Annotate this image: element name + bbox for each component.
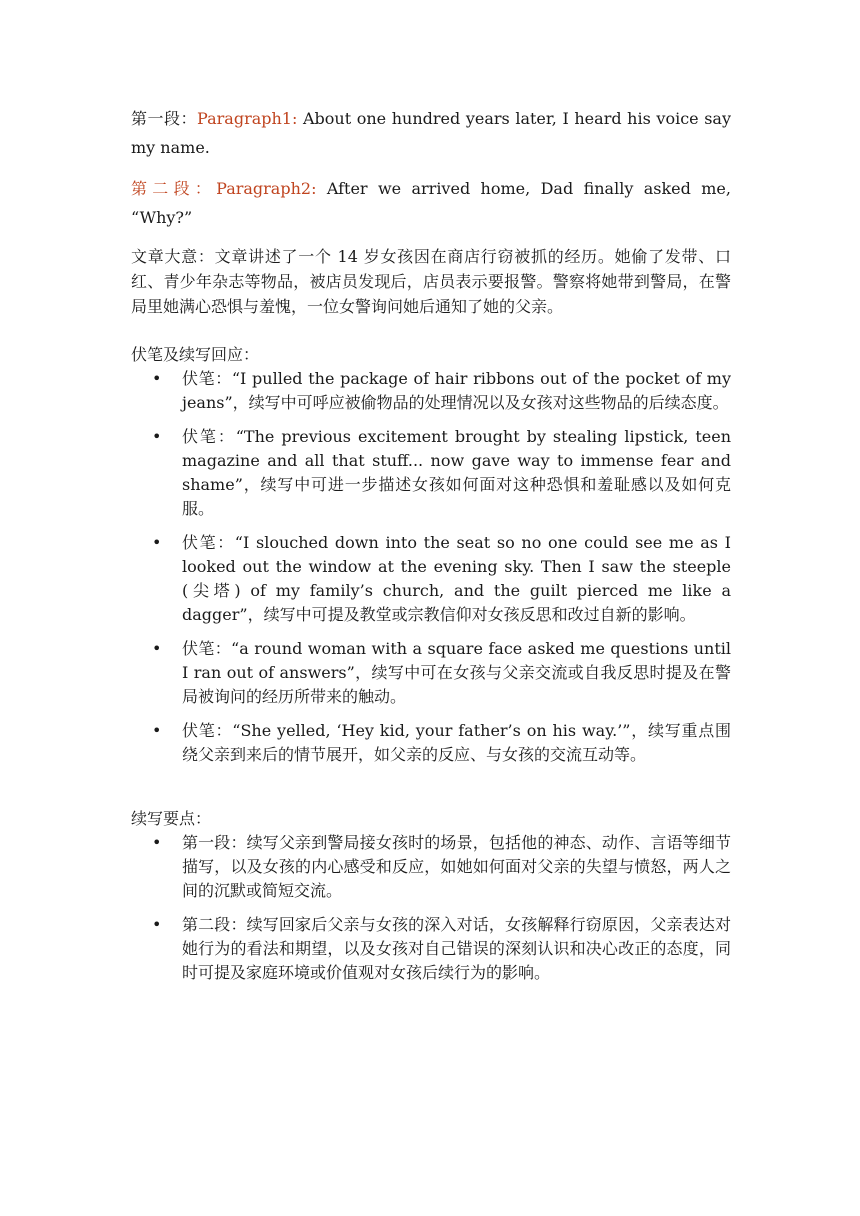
document-page bbox=[131, 104, 731, 995]
foreshadowing-item bbox=[131, 531, 731, 627]
bullet-icon: • bbox=[152, 427, 162, 446]
foreshadowing-item bbox=[131, 719, 731, 767]
foreshadowing-item bbox=[131, 637, 731, 709]
bullet-icon: • bbox=[152, 915, 162, 934]
foreshadowing-item-text: 伏笔：“The previous excitement brought by stealing lipstick, teen magazine and all that stuff... now gave way to immense fear and shame”，续写中可进一步描述女孩如何面对这种恐惧和羞耻感以及如何克服。 bbox=[182, 427, 731, 518]
bullet-icon: • bbox=[152, 721, 162, 740]
paragraph1-label: 第一段： bbox=[131, 109, 198, 128]
foreshadowing-item-text: 伏笔：“She yelled, ‘Hey kid, your father’s on his way.’”，续写重点围绕父亲到来后的情节展开，如父亲的反应、与女孩的交流互动等。 bbox=[182, 721, 731, 764]
paragraph1-prompt bbox=[131, 104, 731, 162]
foreshadowing-item-text: 伏笔：“a round woman with a square face asked me questions until I ran out of answers”，续写中可在女孩与父亲交流或自我反思时提及在警局被询问的经历所带来的触动。 bbox=[182, 639, 731, 706]
paragraph2-tag: Paragraph2: bbox=[216, 179, 317, 198]
key-point-item-text: 第一段：续写父亲到警局接女孩时的场景，包括他的神态、动作、言语等细节描写，以及女孩的内心感受和反应，如她如何面对父亲的失望与愤怒，两人之间的沉默或简短交流。 bbox=[182, 833, 731, 900]
article-summary: 文章大意：文章讲述了一个 14 岁女孩因在商店行窃被抓的经历。她偷了发带、口红、青少年杂志等物品，被店员发现后，店员表示要报警。警察将她带到警局，在警局里她满心恐惧与羞愧，一位女警询问她后通知了她的父亲。 bbox=[131, 247, 731, 316]
foreshadowing-item bbox=[131, 425, 731, 521]
key-points-list bbox=[131, 831, 731, 985]
key-point-item bbox=[131, 913, 731, 985]
paragraph1-tag: Paragraph1: bbox=[197, 109, 298, 128]
foreshadowing-list bbox=[131, 367, 731, 767]
paragraph2-prompt bbox=[131, 174, 731, 232]
key-point-item bbox=[131, 831, 731, 903]
bullet-icon: • bbox=[152, 369, 162, 388]
foreshadowing-item bbox=[131, 367, 731, 415]
key-point-item-text: 第二段：续写回家后父亲与女孩的深入对话，女孩解释行窃原因，父亲表达对她行为的看法和期望，以及女孩对自己错误的深刻认识和决心改正的态度，同时可提及家庭环境或价值观对女孩后续行为的影响。 bbox=[182, 915, 731, 982]
foreshadowing-section-title: 伏笔及续写回应： bbox=[131, 345, 260, 364]
foreshadowing-item-text: 伏笔：“I slouched down into the seat so no one could see me as I looked out the window at the evening sky. Then I saw the steeple (尖塔) of my family’s church, and the guilt pierced me like a dagger”，续写中可提及教堂或宗教信仰对女孩反思和改过自新的影响。 bbox=[182, 533, 731, 624]
paragraph2-label: 第二段： bbox=[131, 179, 217, 198]
key-points-section-title: 续写要点： bbox=[131, 809, 212, 828]
foreshadowing-item-text: 伏笔：“I pulled the package of hair ribbons out of the pocket of my jeans”，续写中可呼应被偷物品的处理情况以及女孩对这些物品的后续态度。 bbox=[182, 369, 731, 412]
bullet-icon: • bbox=[152, 833, 162, 852]
bullet-icon: • bbox=[152, 533, 162, 552]
paragraph1-text: About one hundred years later, I heard his voice say my name. bbox=[131, 109, 731, 157]
paragraph2-text: After we arrived home, Dad finally asked me, “Why?” bbox=[131, 179, 731, 227]
bullet-icon: • bbox=[152, 639, 162, 658]
